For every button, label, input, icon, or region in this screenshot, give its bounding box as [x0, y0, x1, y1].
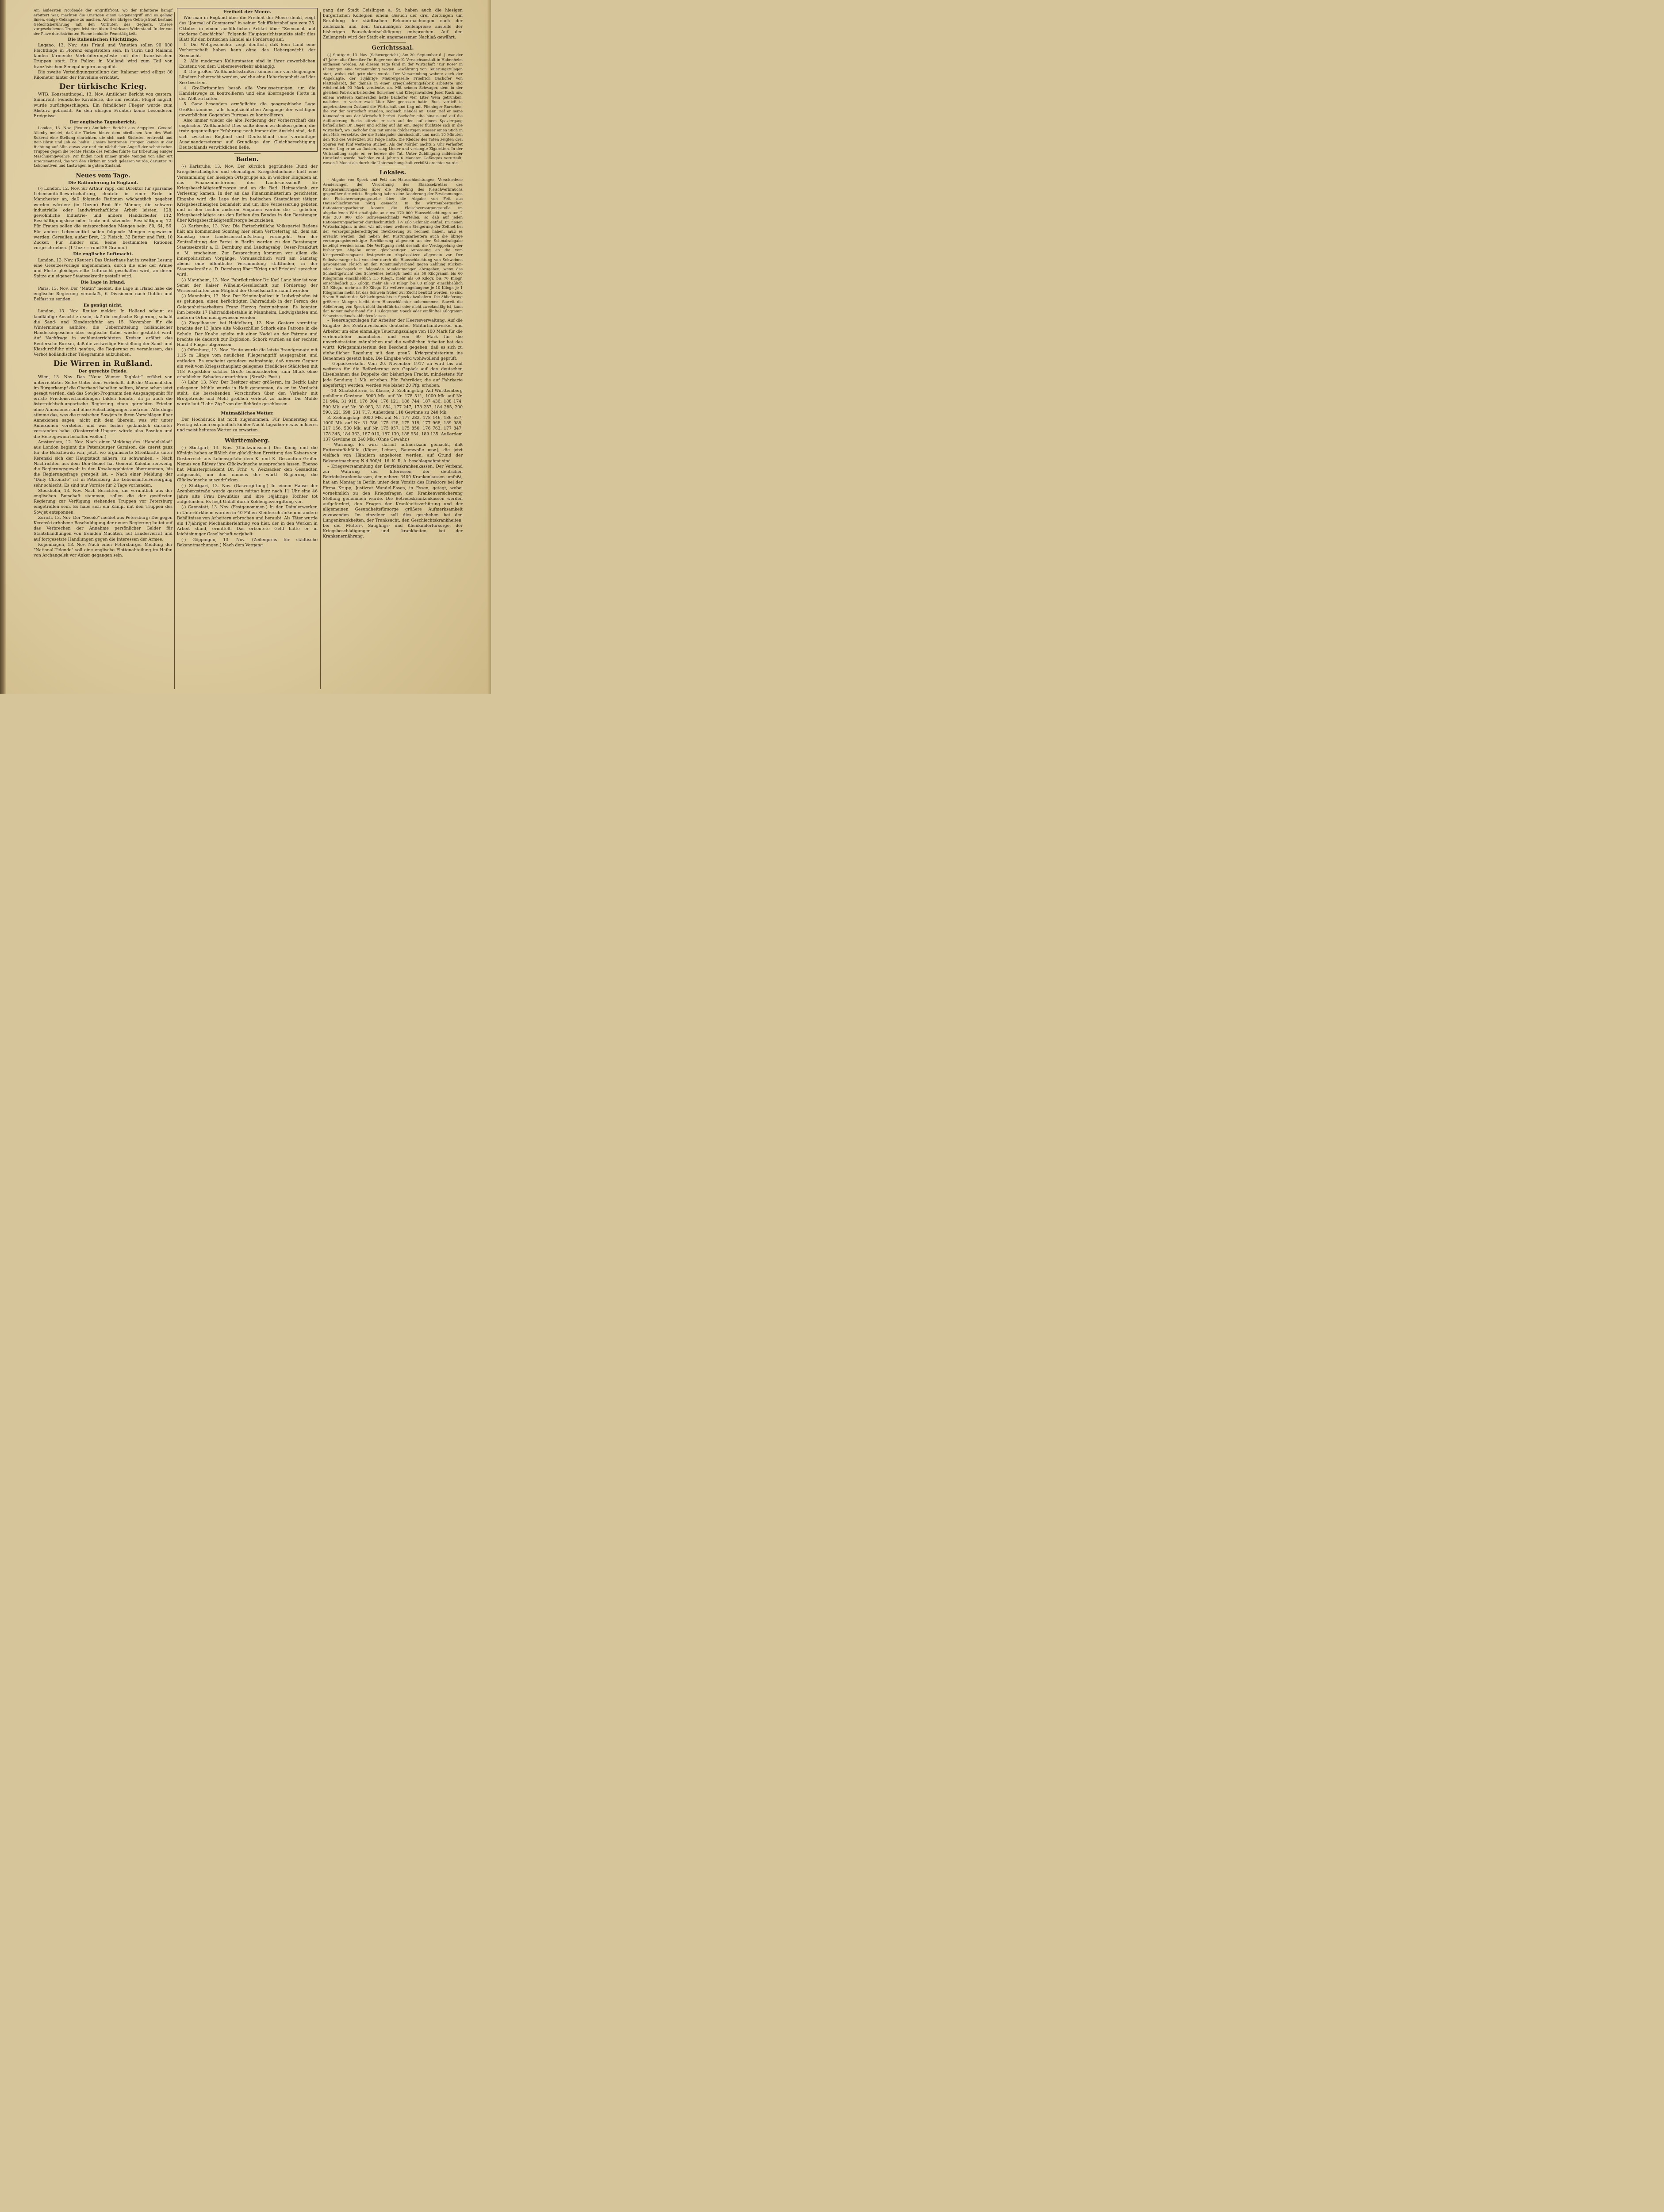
article-text: – Warnung. Es wird darauf aufmerksam gemacht, daß Futterstoffabfälle (Köper, Leinen, Baumwolle usw.), die jetzt vielfach von Händlern angeboten werden, auf Grund der Bekanntmachung N 4 900/4. 16. K. R. A. beschlagnahmt sind.: [323, 442, 463, 464]
article-text: Also immer wieder die alte Forderung der Vorherrschaft des englischen Welthandels! Dies sollte denen zu denken geben, die trotz gegenteiliger Erfahrung noch immer der Ansicht sind, daß sich zwischen England und Deutschland eine vernünftige Auseinandersetzung auf Grundlage der Gleichberechtigung Deutschlands verwirklichen ließe.: [179, 118, 315, 150]
article-text: Amsterdam, 12. Nov. Nach einer Meldung des "Handelsblad" aus London beginnt die Petersburger Garnison, die zuerst ganz für die Bolschewiki war, jetzt, wo organisierte Streitkräfte unter Kerenski sich der Hauptstadt nähern, zu schwanken. – Nach Nachrichten aus dem Don-Gebiet hat General Kaledin zeitweilig die Regierungsgewalt in den Kosakengebieten übernommen, bis die Regierungsfrage geregelt ist. – Nach einer Meldung der "Daily Chronicle" ist in Petersburg die Lebensmittelversorgung sehr schlecht. Es sind nur Vorräte für 2 Tage vorhanden.: [34, 439, 173, 488]
article-text: – Kriegsversammlung der Betriebskrankenkassen. Der Verband zur Wahrung der Interessen der deutschen Betriebskrankenkassen, der nahezu 3400 Krankenkassen umfaßt, hat am Montag in Berlin unter dem Vorsitz des Direktors bei der Firma Krupp, Justizrat Wandel-Essen, in Essen, getagt, wobei vornehmlich zu den Kriegsfragen der Krankenversicherung Stellung genommen wurde. Die Betriebskrankenkassen werden aufgefordert, den Fragen der Krankheitsverhütung und der allgemeinen Gesundheitsfürsorge größere Aufmerksamkeit zuzuwenden. Im einzelnen soll dies geschehen bei den Lungenkrankheiten, der Trunksucht, den Geschlechtskrankheiten, bei der Mutter-, Säuglings- und Kleinkinderfürsorge, der Kriegsbeschädigungen und -krankheiten, bei der Krankenernährung.: [323, 464, 463, 539]
column-2: [177, 8, 318, 689]
article-text: Wie man in England über die Freiheit der Meere denkt, zeigt das "Journal of Commerce" in seiner Schifffahrtsbeilage vom 25. Oktober in einem ausführlichen Artikel über "Seemacht und moderne Geschichte". Folgende Hauptgesichtspunkte stellt dies Blatt für den britischen Handel als Forderung auf:: [179, 15, 315, 42]
section-title-tuerkischer-krieg: Der türkische Krieg.: [59, 82, 147, 91]
section-heading: Die Rationierung in England.: [68, 180, 138, 185]
section-title-baden: Baden.: [236, 156, 259, 163]
article-text: Die zweite Verteidigungsstellung der Italiener wird eiligst 80 Kilometer hinter der Piavelinie errichtet.: [34, 69, 173, 80]
section-heading: Der englische Tagesbericht.: [69, 120, 137, 125]
article-text: – Abgabe von Speck und Fett aus Hausschlachtungen. Verschiedene Aenderungen der Verordnung des Staatssekretärs des Kriegsernährungsamtes über die Regelung des Fleischverbrauchs gegenüber der württ. Regelung haben eine Aenderung der Bestimmungen der Fleischversorgungsstelle über die Abgabe von Fett aus Hausschlachtungen nötig gemacht. In die württembergischen Rationierungsarbeiter konnte die Fleischversorgungsstelle im abgelaufenen Wirtschaftsjahr an etwa 170 000 Hausschlachtungen um 2 Kilo 200 000 Kilo Schweineschmalz verteilen, so daß auf jeden Rationierungsarbeiter durchschnittlich 1¼ Kilo Schmalz entfiel. Im neuen Wirtschaftsjahr, in dem wir mit einer weiteren Steigerung der Zeitnot bei der versorgungsberechtigten Bevölkerung zu rechnen haben, muß es erreicht werden, daß neben den Rüstungsarbeitern auch die übrige versorgungsberechtigte Bevölkerung allgemein an der Schmalzabgabe beteiligt werden kann. Die Verfügung sieht deshalb die Verdoppelung der bisherigen Abgabe unter gleichzeitiger Anpassung an die vom Kriegsernährungsamt festgesetzten Abgabesätzen allgemein vor. Der Selbstversorger hat von dem durch die Hausschlachtung von Schweinen gewonnenen Fleisch an den Kommunalverband gegen Zahlung Rücken- oder Bauchspeck in folgenden Mindestmengen abzugeben, wenn das Schlachtgewicht des Schweines beträgt: mehr als 50 Kilogramm bis 60 Kilogramm einschließlich 1,5 Kilogr., mehr als 60 Kilogr. bis 70 Kilogr. einschließlich 2,5 Kilogr., mehr als 70 Kilogr. bis 80 Kilogr. einschließlich 3,5 Kilogr., mehr als 80 Kilogr. für weitere angefangene je 10 Kilogr. je 1 Kilogramm mehr. Ist das Schwein früher zur Zucht benützt worden, so sind 5 vom Hundert des Schlachtgewichts in Speck abzuliefern. Die Ablieferung größerer Mengen bleibt dem Hausschlächter unbenommen. Soweit die Ablieferung von Speck nicht durchführbar oder nicht zweckmäßig ist, kann der Kommunalverband für 1 Kilogramm Speck oder einfünftel Kilogramm Schweineschmalz abliefern lassen.: [323, 177, 463, 318]
article-text: Wien, 13. Nov. Das "Neue Wiener Tagblatt" erfährt von unterrichteter Seite: Unter dem Vorbehalt, daß die Maximalisten im Bürgerkampf die Oberhand behalten sollten, könne schon jetzt gesagt werden, daß das Sowjet-Programm den Ausgangspunkt für ernste Friedensverhandlungen bilden könnte, da ja auch die österreichisch-ungarische Regierung einen gerechten Frieden ohne Annexionen und ohne Entschädigungen anstrebe. Allerdings stimme das, was die russischen Sowjets in ihren Vorschlägen über Annexionen sagen, nicht mit dem überein, was wir unter Annexionen verstehen und was bisher gedanklich darunter verstanden habe. (Oesterreich-Ungarn würde also Bosnien und die Herzegowina behalten wollen.): [34, 375, 173, 439]
article-text: Lugano, 13. Nov. Aus Friaul und Venetien sollen 90 000 Flüchtlinge in Florenz eingetroffen sein. In Turin und Mailand fanden lärmende Verbrüderungsfeste mit den französischen Truppen statt. Die Polizei in Mailand wird zum Teil von französischen Senegalnegern ausgeübt.: [34, 42, 173, 69]
article-text: (-) Mannheim, 13. Nov. Der Kriminalpolizei in Ludwigshafen ist es gelungen, einen berüchtigten Fahrraddieb in der Person des Gelegenheitsarbeiters Franz Herzog festzunehmen. Es konnten ihm bereits 17 Fahrraddiebstähle in Mannheim, Ludwigshafen und anderen Orten nachgewiesen werden.: [177, 294, 318, 320]
article-text: (-) Lahr, 13. Nov. Der Besitzer einer größeren, im Bezirk Lahr gelegenen Mühle wurde in Haft genommen, da er im Verdacht steht, die bestehenden Vorschriften über den Verkehr mit Brotgetreide und Mehl gröblich verletzt zu haben. Die Mühle wurde laut "Lahr. Ztg." von der Behörde geschlossen.: [177, 380, 318, 407]
article-text: (-) Cannstatt, 13. Nov. (Festgenommen.) In den Daimlerwerken in Untertürkheim wurden in 40 Fällen Kleiderschränke und andere Behältnisse von Arbeitern erbrochen und beraubt. Als Täter wurde ein 17jähriger Mechanikerlehrling von hier, der in den Werken in Arbeit stand, ermittelt. Das erbeutete Geld hatte er in leichtsinniger Gesellschaft verjubelt.: [177, 505, 318, 537]
boxed-article-freiheit-der-meere: [177, 8, 318, 152]
article-text: Paris, 13. Nov. Der "Matin" meldet, die Lage in Irland habe die englische Regierung veranlaßt, 6 Divisionen nach Dublin und Belfast zu senden.: [34, 286, 173, 302]
column-1: [34, 8, 173, 689]
article-text: 4. Großbritannien besaß alle Voraussetzungen, um die Handelswege zu kontrollieren und eine überragende Flotte in der Welt zu halten.: [179, 85, 315, 102]
article-text: gang der Stadt Geislingen a. St. haben auch die hiesigen bürgerlichen Kollegien einem Gesuch der drei Zeitungen um Bezahlung der städtischen Bekanntmachungen nach der Zeilenzahl und dem tarifmäßigen Zeilenpreise anstelle der bisherigen Pauschalentschädigung entsprochen. Auf den Zeilenpreis wird der Stadt ein angemessener Nachlaß gewährt.: [323, 8, 463, 40]
section-heading: Die italienischen Flüchtlinge.: [68, 37, 138, 42]
column-rule-2: [320, 12, 321, 689]
section-heading: Es genügt nicht,: [83, 303, 123, 308]
article-text: (-) Göppingen, 13. Nov. (Zeilenpreis für städtische Bekanntmachungen.) Nach dem Vorgang: [177, 537, 318, 548]
column-rule-1: [174, 12, 175, 689]
article-text: (-) Ziegelhausen bei Heidelberg, 13. Nov. Gestern vormittag brachte der 13 Jahre alte Volksschüler Schork eine Patrone in die Schule. Der Knabe spielte mit einer Nadel an der Patrone und brachte sie dadurch zur Explosion. Schork wurden an der rechten Hand 3 Finger abgerissen.: [177, 321, 318, 347]
column-3: [323, 8, 463, 689]
article-text: Am äußersten Nordende der Angriffsfront, wo der Infanterie kampf erbittert war, machten die Unsrigen einen Gegenangriff und es gelang ihnen, einige Gefangene zu machen. Auf der übrigen Gebirgsfront bestand Gefechtsberührung mit den Vorhuten des Gegners. Unsere vorgeschobenen Truppen leisteten überall wirksam Widerstand. In der von der Piave durchströmten Ebene lebhafte Feuertätigkeit.: [34, 8, 173, 36]
article-text: (-) Karlsruhe, 13. Nov. Die Fortschrittliche Volkspartei Badens hält am kommenden Sonntag hier einen Vertretertag ab, dem am Samstag eine Landesausschußsitzung vorangeht. Von der Zentralleitung der Partei in Berlin werden zu den Beratungen Staatssekretär a. D. Dernburg und Landtagsabg. Oeser-Frankfurt a. M. erscheinen. Zur Besprechung kommen vor allem die innerpolitischen Vorgänge. Voraussichtlich wird am Samstag abend eine öffentliche Versammlung stattfinden, in der Staatssekretär a. D. Dernburg über "Krieg und Frieden" sprechen wird.: [177, 223, 318, 277]
article-text: – 10. Staatslotterie, 5. Klasse, 2. Ziehungstag. Auf Württemberg gefallene Gewinne: 5000 Mk. auf Nr. 178 511, 1000 Mk. auf Nr. 31 904, 31 918, 176 004, 176 121, 186 744, 187 436, 188 174. 500 Mk. auf Nr. 30 983, 31 854, 177 247, 178 257, 184 285, 200 590, 221 698, 231 717. Außerdem 118 Gewinne zu 240 Mk.: [323, 388, 463, 415]
section-title-wuerttemberg: Württemberg.: [224, 438, 270, 445]
section-title-lokales: Lokales.: [379, 169, 406, 177]
article-text: London, 13. Nov. (Reuter.) Das Unterhaus hat in zweiter Lesung eine Gesetzesvorlage angenommen, durch die eine der Armee und Flotte gleichgestellte Luftmacht geschaffen wird, an deren Spitze ein eigener Staatssekretär gestellt wird.: [34, 257, 173, 279]
article-text: London, 13. Nov. (Reuter.) Amtlicher Bericht aus Aegypten: General Allenby meldet, daß die Türken hinter dem nördlichen Arm des Wadi Sukerai eine Stellung einrichten, die sich nach Südosten erstreckt und Beit-Tibrin und Jeb ee hedisi. Unsere berittenen Truppen kamen in der Richtung auf Allin etwas vor und ein nächtlicher Angriff der schottischen Truppen gegen die rechte Flanke des Feindes führte zur Erbeutung einiger Maschinengewehre. Wir finden noch immer große Mengen von aller Art Kriegsmaterial, das von den Türken im Stich gelassen wurde, darunter 70 Lokomotiven und Lastwagen in gutem Zustand.: [34, 126, 173, 168]
article-text: (-) London, 12. Nov. Sir Arthur Yapp, der Direktor für sparsame Lebensmittelbewirtschaftung, deutete in einer Rede in Manchester an, daß folgende Rationen wöchentlich gegeben werden würden: (in Unzen) Brot für Männer, die schwere industrielle oder landwirtschaftliche Arbeit leisten, 128, gewöhnliche Industrie- und andere Handarbeiter 112, Beschäftigungslose oder Leute mit sitzender Beschäftigung 72. Für Frauen sollen die entsprechenden Mengen sein: 80, 64, 56. Für andere Lebensmittel sollen folgende Mengen zugewiesen werden: Cerealien, außer Brot, 12 Fleisch, 32 Butter und Fett, 10 Zucker. Für Kinder sind keine bestimmten Rationen vorgeschrieben. (1 Unze = rund 28 Gramm.): [34, 186, 173, 251]
page-binding-edge: [0, 0, 6, 694]
newspaper-page: [0, 0, 491, 694]
article-text: 2. Alle modernen Kulturstaaten sind in ihrer gewerblichen Existenz von dem Ueberseeverkehr abhängig.: [179, 58, 315, 69]
section-heading: Der gerechte Friede.: [78, 369, 128, 374]
article-text: 1. Die Weltgeschichte zeigt deutlich, daß kein Land eine Vorherrschaft haben kann ohne das Uebergewicht der Seemacht.: [179, 42, 315, 58]
article-text: 3. Ziehungstag: 3000 Mk. auf Nr. 177 282, 178 146, 186 627, 1000 Mk. auf Nr. 31 786, 175 428, 175 919, 177 968, 189 989, 217 156. 500 Mk. auf Nr. 175 057, 175 850, 176 763, 177 847, 178 345, 184 363, 187 010, 187 130, 188 954, 189 135. Außerdem 137 Gewinne zu 240 Mk. (Ohne Gewähr.): [323, 415, 463, 442]
article-text: – Gepäckverkehr. Vom 20. November 1917 an wird bis auf weiteres für die Beförderung von Gepäck auf den deutschen Eisenbahnen das Doppelte der bisherigen Fracht, mindestens für jede Sendung 1 Mk. erhoben. Für Fahrräder, die auf Fahrkarte abgefertigt werden, werden wie bisher 20 Pfg. erhoben.: [323, 361, 463, 388]
article-text: – Teuerungszulagen für Arbeiter der Heeresverwaltung. Auf die Eingabe des Zentralverbands deutscher Militärhandwerker und Arbeiter um eine einmalige Teuerungszulage von 100 Mark für die verheirateten männlichen und von 60 Mark für die unverheirateten männlichen und die weiblichen Arbeiter hat das württ. Kriegsministerium den Bescheid gegeben, daß es sich zu einheitlicher Regelung mit dem preuß. Kriegsministerium ins Benehmen gesetzt habe. Die Eingabe wird wohlwollend geprüft.: [323, 318, 463, 361]
section-heading: Mutmaßliches Wetter.: [221, 411, 274, 416]
section-title-gerichtssaal: Gerichtssaal.: [372, 45, 414, 52]
section-heading: Die englische Luftmacht.: [73, 252, 133, 257]
article-text: (-) Stuttgart, 13. Nov. (Glückwünsche.) Der König und die Königin haben anläßlich der glücklichen Errettung des Kaisers von Oesterreich aus Lebensgefahr dem K. und K. Gesandten Grafen Nemes von Ridvay ihre Glückwünsche aussprechen lassen. Ebenso hat Ministerpräsident Dr. Frhr. v. Weizsäcker den Gesandten aufgesucht, um ihm namens der württ. Regierung die Glückwünsche auszudrücken.: [177, 445, 318, 483]
section-heading: Die Lage in Irland.: [81, 280, 126, 285]
article-text: (-) Mannheim, 13. Nov. Fabrikdirektor Dr. Karl Lanz hier ist vom Senat der Kaiser Wilhelm-Gesellschaft zur Förderung der Wissenschaften zum Mitglied der Gesellschaft ernannt worden.: [177, 277, 318, 293]
section-heading: Freiheit der Meere.: [223, 10, 272, 15]
article-text: (-) Offenburg, 13. Nov. Heute wurde die letzte Brandgranate mit 1,15 m Länge vom neulichen Fliegerangriff ausgegraben und entladen. Es erscheint geradezu wahnsinnig, daß unsere Gegner ein weit vom Kriegsschauplatz gelegenes friedliches Städtchen mit 118 Projektilen solcher Größe bombardierten, zum Glück ohne erheblichen Schaden anzurichten. (Straßb. Post.): [177, 348, 318, 380]
section-title-wirren-in-russland: Die Wirren in Rußland.: [53, 359, 153, 368]
article-text: WTB. Konstantinopel, 13. Nov. Amtlicher Bericht von gestern: Sinaifront: Feindliche Kavallerie, die am rechten Flügel angriff, wurde zurückgeschlagen. Ein feindlicher Flieger wurde zum Absturz gebracht. An den übrigen Fronten keine besonderen Ereignisse.: [34, 92, 173, 119]
article-text: (-) Stuttgart, 13. Nov. (Schwurgericht.) Am 20. September d. J. war der 47 Jahre alte Chemiker Dr. Beger von der K. Versuchsanstalt in Hohenheim entlassen worden. An diesem Tage fand in der Wirtschaft "zur Rose" in Plieningen eine Versammlung wegen Gewährung von Teuerungszulagen statt, wobei viel getrunken wurde. Der Versammlung wohnte auch der Angeklagte, der 18jährige Maurergeselle Friedrich Bachofer von Plattenhardt, der damals in einer Kriegslieferungsfabrik arbeitete und wöchentlich 90 Mark verdiente, an. Mit seinem Schwager, dem in der gleichen Fabrik arbeitenden Schreiner und Kriegsinvaliden Josef Ruck und einem weiteren Kameraden hatte Bachofer vier Liter Wein getrunken, nachdem er vorher zwei Liter Bier genossen hatte. Ruck verließ in angetrunkenem Zustand die Wirtschaft und fing mit Plieninger Burschen, die vor der Wirtschaft standen, sogleich Händel an. Dann rief er seine Kameraden aus der Wirtschaft herbei. Bachofer eilte hinaus und auf die Aufforderung Rucks stürzte er sich auf den auf einem Spaziergang befindlichen Dr. Beger und schlug auf ihn ein. Beger flüchtete sich in die Wirtschaft, wo Bachofer ihm mit einem dolchartigen Messer einen Stich in den Hals versetzte, der die Schlagader durchschnitt und nach 10 Minuten den Tod des Verletzten zur Folge hatte. Die Kleider des Toten zeigten drei Spuren von fünf weiteren Stichen. Als der Mörder nachts 2 Uhr verhaftet wurde, fing er an zu fluchen, sang Lieder und verlangte Zigaretten. In der Verhandlung sagte er, er bereue die Tat. Unter Zubilligung mildernder Umstände wurde Bachofer zu 4 Jahren 6 Monaten Gefängnis verurteilt, wovon 1 Monat als durch die Untersuchungshaft verbüßt erachtet wurde.: [323, 53, 463, 165]
article-text: 3. Die großen Welthandelsstraßen können nur von denjenigen Ländern beherrscht werden, welche eine Ueberlegenheit auf der See besitzen.: [179, 69, 315, 85]
article-text: Der Hochdruck hat noch zugenommen. Für Donnerstag und Freitag ist nach empfindlich kühler Nacht tagsüber etwas milderes und meist heiteres Wetter zu erwarten.: [177, 417, 318, 433]
article-text: Zürich, 13. Nov. Der "Secolo" meldet aus Petersburg: Die gegen Kerenski erhobene Beschuldigung der neuen Regierung lautet auf das Verbrechen der Annahme persönlicher Gelder für Staatshandlungen von fremden Mächten, auf Landesverrat und auf fortgesetzte Handlungen gegen die Interessen der Armee.: [34, 515, 173, 542]
section-title-neues-vom-tage: Neues vom Tage.: [76, 172, 130, 179]
article-text: (-) Stuttgart, 13. Nov. (Gasvergiftung.) In einem Hause der Azenbergstraße wurde gestern mittag kurz nach 11 Uhr eine 46 Jahre alte Frau bewußtlos und ihre 14jährige Tochter tot aufgefunden. Es liegt Unfall durch Kohlengasvergiftung vor.: [177, 483, 318, 505]
page-right-edge: [487, 0, 491, 694]
article-text: London, 13. Nov. Reuter meldet: In Holland scheint es landläufige Ansicht zu sein, daß die englische Regierung, sobald die Sand- und Kiesdurchfuhr am 15. November für die Wintermonate aufhöre, die Uebermittelung holländischer Handelsdepeschen über englische Kabel wieder gestattet wird. Auf Nachfrage in wohlunterrichteten Kreisen erfährt das Reutersche Bureau, daß die zeitweilige Einstellung der Sand- und Kiesdurchfuhr nicht genüge, die Regierung zu veranlassen, das Verbot holländischer Telegramme aufzuheben.: [34, 309, 173, 357]
article-text: 5. Ganz besonders ermöglichte die geographische Lage Großbritanniens, alle hauptsächlichen Ausgänge der wichtigen gewerblichen Gegenden Europas zu kontrollieren.: [179, 102, 315, 118]
article-text: Stockholm, 13. Nov. Nach Berichten, die vermutlich aus der englischen Botschaft stammen, sollen die der gestürzten Regierung zur Verfügung stehenden Truppen vor Petersburg eingetroffen sein. Es habe sich ein Kampf mit den Truppen des Sowjet entsponnen.: [34, 488, 173, 515]
article-text: (-) Karlsruhe, 13. Nov. Der kürzlich gegründete Bund der Kriegsbeschädigten und ehemaligen Kriegsteilnehmer hielt eine Versammlung der hiesigen Ortsgruppe ab, in welcher Eingaben an das Finanzministerium, den Landesausschuß für Kriegsbeschädigtenfürsorge und an die Bad. Heimatdank zur Verlesung kamen. In der an das Finanzministerium gerichteten Eingabe wird die Lage der im badischen Staatsdienst tätigen Kriegsbeschädigten behandelt und um ihre Verbesserung gebeten und in den beiden anderen Eingaben werden die ... gebeten, Kriegsbeschädigte aus den Reihen des Bundes in den Beratungen über Kriegsbeschädigtenfürsorge beizuziehen.: [177, 164, 318, 223]
article-text: Kopenhagen, 13. Nov. Nach einer Petersburger Meldung der "National-Tidende" soll eine englische Flottenabteilung im Hafen von Archangelsk vor Anker gegangen sein.: [34, 542, 173, 558]
